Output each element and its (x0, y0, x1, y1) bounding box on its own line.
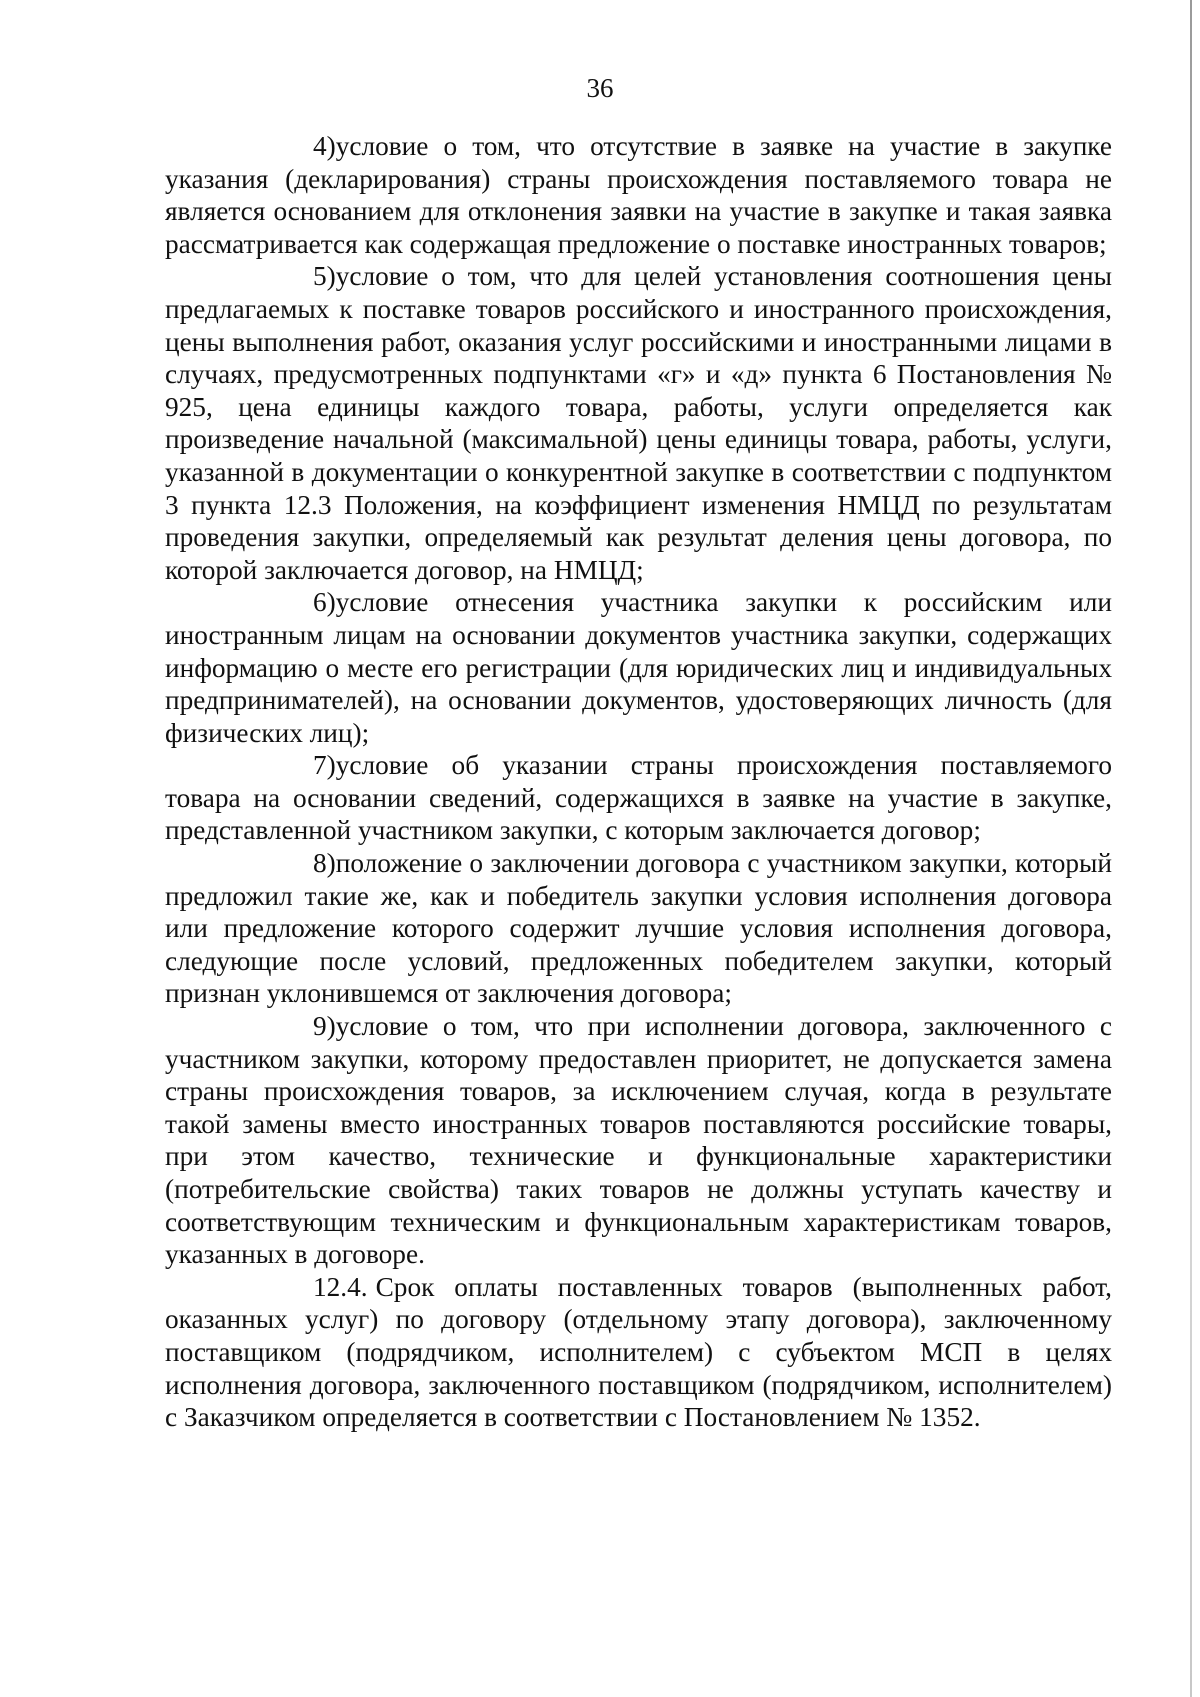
item-number: 5) (313, 261, 336, 292)
item-number: 8) (313, 848, 336, 879)
item-number: 9) (313, 1011, 336, 1042)
section-number: 12.4. (313, 1271, 368, 1302)
paragraph-text: условие о том, что отсутствие в заявке на участие в закупке указания (декларирования) страны происхождения поставляемого товара не является основанием для отклонения заявки на участие в закупке и такая заявка рассматривается как содержащая предложение о поставке иностранных товаров; (165, 131, 1112, 259)
paragraph-text: Срок оплаты поставленных товаров (выполненных работ, оказанных услуг) по договору (отдельному этапу договора), заключенному поставщиком (подрядчиком, исполнителем) с субъектом МСП в целях исполнения договора, заключенного поставщиком (подрядчиком, исполнителем) с Заказчиком определяется в соответствии с Постановлением № 1352. (165, 1271, 1112, 1433)
item-number: 4) (313, 131, 336, 161)
paragraph-text: условие отнесения участника закупки к российским или иностранным лицам на основании документов участника закупки, содержащих информацию о месте его регистрации (для юридических лиц и индивидуальных предпринимателей), на основании документов, удостоверяющих личность (для физических лиц); (165, 587, 1112, 748)
paragraph-item-9 (165, 1010, 1112, 1271)
document-body (165, 130, 1112, 1434)
page-number: 36 (586, 73, 614, 103)
paragraph-item-8 (165, 847, 1112, 1010)
paragraph-text: положение о заключении договора с участником закупки, который предложил такие же, как и победитель закупки условия исполнения договора или предложение которого содержит лучшие условия исполнения договора, следующие после условий, предложенных победителем закупки, который признан уклонившемся от заключения договора; (165, 848, 1112, 1009)
paragraph-text: условие о том, что для целей установления соотношения цены предлагаемых к поставке товаров российского и иностранного происхождения, цены выполнения работ, оказания услуг российскими и иностранными лицами в случаях, предусмотренных подпунктами «г» и «д» пункта 6 Постановления № 925, цена единицы каждого товара, работы, услуги определяется как произведение начальной (максимальной) цены единицы товара, работы, услуги, указанной в документации о конкурентной закупке в соответствии с подпунктом 3 пункта 12.3 Положения, на коэффициент изменения НМЦД по результатам проведения закупки, определяемый как результат деления цены договора, по которой заключается договор, на НМЦД; (165, 261, 1112, 585)
paragraph-item-6 (165, 586, 1112, 749)
item-number: 6) (313, 587, 336, 618)
paragraph-text: условие о том, что при исполнении договора, заключенного с участником закупки, которому предоставлен приоритет, не допускается замена страны происхождения товаров, за исключением случая, когда в результате такой замены вместо иностранных товаров поставляются российские товары, при этом качество, технические и функциональные характеристики (потребительские свойства) таких товаров не должны уступать качеству и соответствующим техническим и функциональным характеристикам товаров, указанных в договоре. (165, 1011, 1112, 1270)
paragraph-item-4 (165, 130, 1112, 260)
paragraph-text: условие об указании страны происхождения поставляемого товара на основании сведений, содержащихся в заявке на участие в закупке, представленной участником закупки, с которым заключается договор; (165, 750, 1112, 846)
paragraph-item-7 (165, 749, 1112, 847)
item-number: 7) (313, 750, 336, 781)
paragraph-section-12-4 (165, 1271, 1112, 1434)
page-edge-line (1190, 0, 1192, 1697)
paragraph-item-5 (165, 260, 1112, 586)
